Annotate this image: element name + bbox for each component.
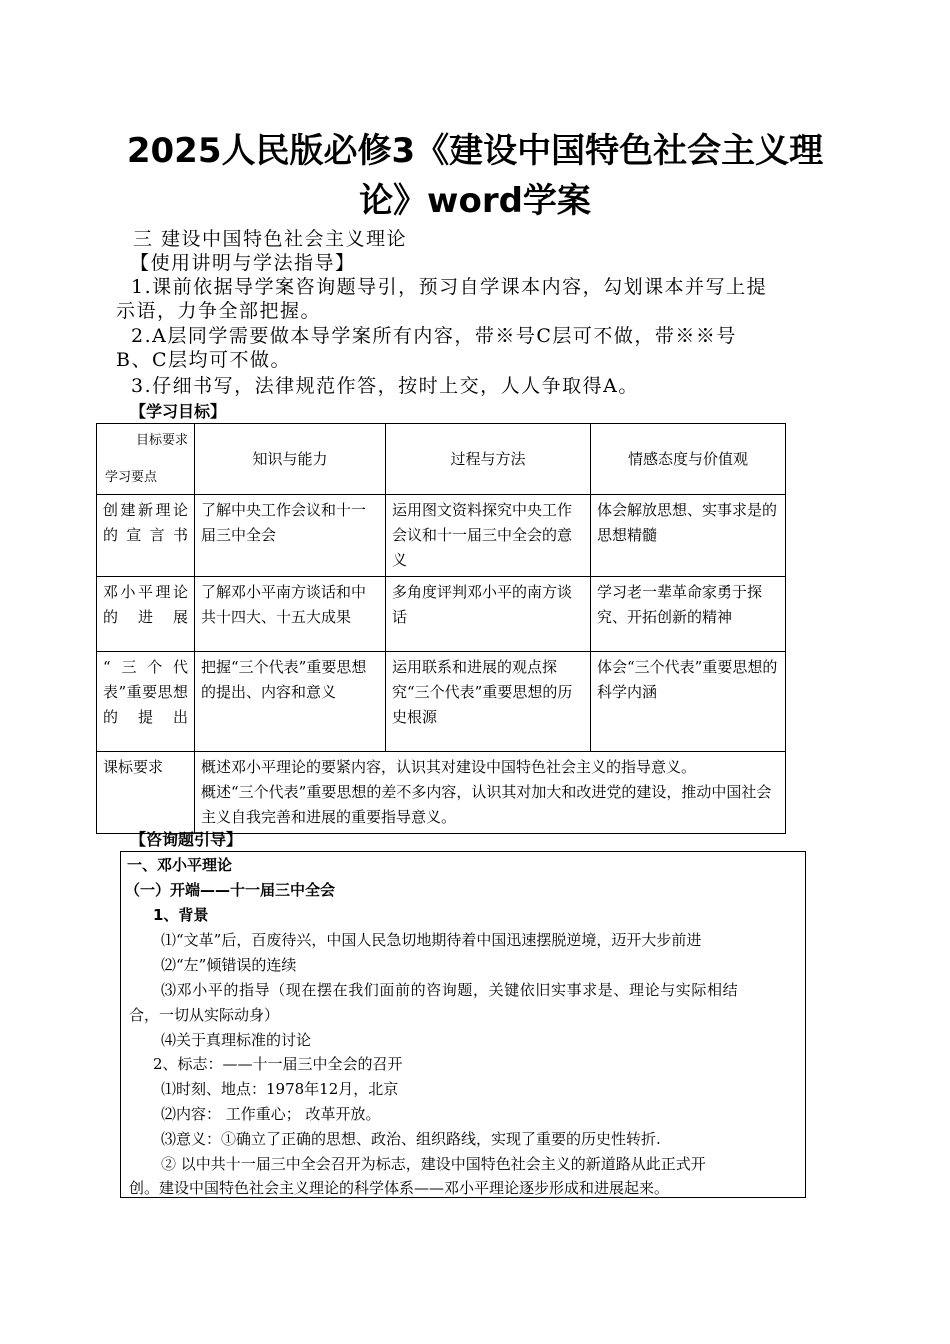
instruction-2b: B、C层均可不做。: [116, 349, 292, 371]
goals-header-row: [97, 424, 786, 495]
standard-text-1: 概述邓小平理论的要紧内容，认识其对建设中国特色社会主义的指导意义。: [201, 758, 697, 776]
corner-cell: [97, 424, 195, 495]
instruction-3: 3.仔细书写，法律规范作答，按时上交，人人争取得A。: [131, 375, 639, 397]
sign-time-place: ⑴时刻、地点：1978年12月，北京: [161, 1080, 399, 1098]
col-header-attitude: 情感态度与价值观: [591, 424, 786, 495]
table-row: [97, 577, 786, 652]
document-title-line2: 论》word学案: [359, 181, 591, 221]
table-row: [97, 652, 786, 752]
instruction-1b: 示语，力争全部把握。: [116, 300, 322, 322]
table-cell: 体会“三个代表”重要思想的科学内涵: [591, 652, 786, 752]
background-item-3b: 合，一切从实际动身）: [129, 1006, 280, 1024]
background-item-4: ⑷关于真理标准的讨论: [161, 1031, 312, 1049]
col-header-process: 过程与方法: [386, 424, 591, 495]
corner-bottom-label: 学习要点: [105, 470, 158, 485]
background-item-1: ⑴“文革”后，百废待兴，中国人民急切地期待着中国迅速摆脱逆境，迈开大步前进: [161, 931, 702, 949]
row-point: 邓小平理论的进展: [97, 577, 195, 652]
table-cell: 运用图文资料探究中央工作会议和十一届三中全会的意义: [386, 495, 591, 577]
background-item-3a: ⑶邓小平的指导（现在摆在我们面前的咨询题，关键依旧实事求是、理论与实际相结: [161, 981, 739, 999]
standard-label: 课标要求: [97, 752, 195, 834]
sign-meaning-2a: ② 以中共十一届三中全会召开为标志，建设中国特色社会主义的新道路从此正式开: [161, 1155, 706, 1173]
table-cell: 多角度评判邓小平的南方谈话: [386, 577, 591, 652]
guide-heading: 【咨询题引导】: [130, 830, 243, 849]
standard-row: [97, 752, 786, 834]
corner-top-label: 目标要求: [135, 433, 188, 448]
background-item-2: ⑵“左”倾错误的连续: [161, 956, 297, 974]
sign-meaning-2b: 创。建设中国特色社会主义理论的科学体系——邓小平理论逐步形成和进展起来。: [129, 1179, 670, 1197]
standard-text-2: 概述“三个代表”重要思想的差不多内容，认识其对加大和改进党的建设，推动中国社会主义自我完善和进展的重要指导意义。: [201, 783, 772, 826]
table-row: [97, 495, 786, 577]
standard-text-cell: [195, 752, 786, 834]
guide-h1: 一、邓小平理论: [127, 856, 233, 874]
table-cell: 学习老一辈革命家勇于探究、开拓创新的精神: [591, 577, 786, 652]
table-cell: 运用联系和进展的观点探究“三个代表”重要思想的历史根源: [386, 652, 591, 752]
guide-h3: 1、背景: [153, 906, 209, 924]
sign-content: ⑵内容： 工作重心； 改革开放。: [161, 1105, 381, 1123]
usage-heading: 【使用讲明与学法指导】: [130, 252, 356, 274]
goals-heading: 【学习目标】: [130, 402, 227, 421]
question-guide-box: [120, 851, 806, 1198]
learning-goals-table: [96, 423, 786, 834]
guide-h2: （一）开端——十一届三中全会: [125, 881, 336, 899]
table-cell: 了解中央工作会议和十一届三中全会: [195, 495, 386, 577]
sign-meaning-1: ⑶意义：①确立了正确的思想、政治、组织路线，实现了重要的历史性转折.: [161, 1130, 661, 1148]
row-point: 创建新理论的宣言书: [97, 495, 195, 577]
instruction-1a: 1.课前依据导学案咨询题导引，预习自学课本内容，勾划课本并写上提: [131, 276, 768, 298]
section-heading: 三 建设中国特色社会主义理论: [133, 228, 408, 250]
table-cell: 了解邓小平南方谈话和中共十四大、十五大成果: [195, 577, 386, 652]
document-title-line1: 2025人民版必修3《建设中国特色社会主义理: [126, 131, 824, 171]
row-point: “三个代表”重要思想的提出: [97, 652, 195, 752]
table-cell: 体会解放思想、实事求是的思想精髓: [591, 495, 786, 577]
instruction-2a: 2.A层同学需要做本导学案所有内容，带※号C层可不做，带※※号: [131, 325, 737, 347]
table-cell: 把握“三个代表”重要思想的提出、内容和意义: [195, 652, 386, 752]
col-header-knowledge: 知识与能力: [195, 424, 386, 495]
sign-heading: 2、标志：——十一届三中全会的召开: [153, 1055, 403, 1073]
